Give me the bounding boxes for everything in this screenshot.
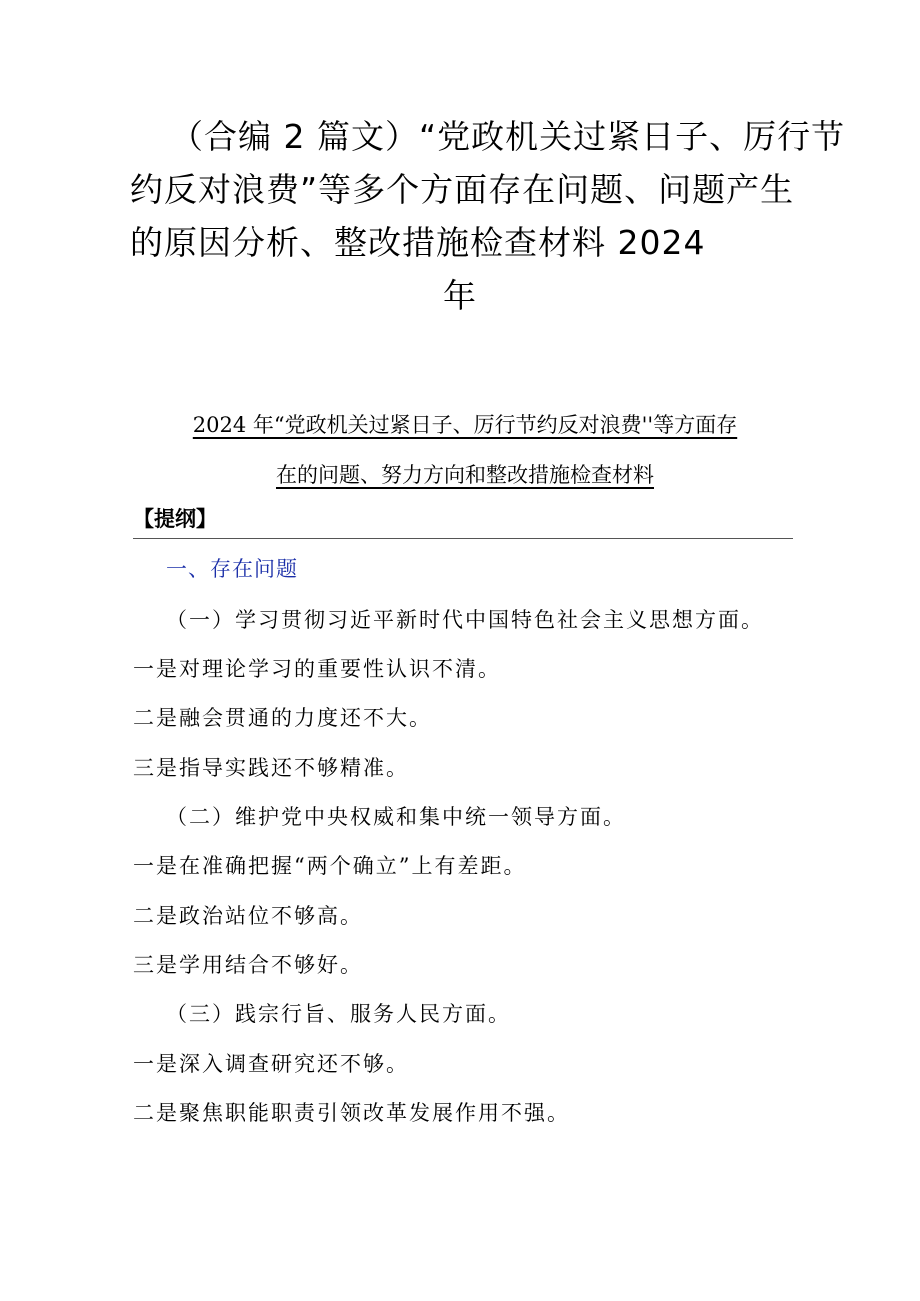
list-item: 二是融会贯通的力度还不大。: [133, 706, 432, 730]
list-item: 三是学用结合不够好。: [133, 953, 363, 977]
list-item: 一是在准确把握“两个确立”上有差距。: [133, 854, 527, 878]
list-item: 一是对理论学习的重要性认识不清。: [133, 657, 501, 681]
divider: [133, 538, 793, 539]
main-title-line: （合编 2 篇文）“党政机关过紧日子、厉行节: [170, 117, 846, 156]
outline-label: 【提纲】: [133, 507, 217, 531]
main-title: [130, 110, 846, 322]
sub-title-line: 2024 年“党政机关过紧日子、厉行节约反对浪费''等方面存: [192, 413, 738, 437]
list-item: 一是深入调查研究还不够。: [133, 1052, 409, 1076]
subsection-heading: （一）学习贯彻习近平新时代中国特色社会主义思想方面。: [166, 608, 764, 632]
subsection-heading: （二）维护党中央权威和集中统一领导方面。: [166, 805, 626, 829]
list-item: 二是政治站位不够高。: [133, 904, 363, 928]
section-heading: 一、存在问题: [166, 557, 298, 581]
sub-title-line: 在的问题、努力方向和整改措施检查材料: [276, 463, 654, 487]
subsection-heading: （三）践宗行旨、服务人民方面。: [166, 1002, 511, 1026]
list-item: 三是指导实践还不够精准。: [133, 756, 409, 780]
main-title-line: 约反对浪费”等多个方面存在问题、问题产生: [130, 170, 795, 209]
sub-title: [130, 400, 800, 500]
main-title-line: 的原因分析、整改措施检查材料 2024: [130, 223, 706, 262]
list-item: 二是聚焦职能职责引领改革发展作用不强。: [133, 1101, 570, 1125]
main-title-line: 年: [443, 276, 477, 315]
